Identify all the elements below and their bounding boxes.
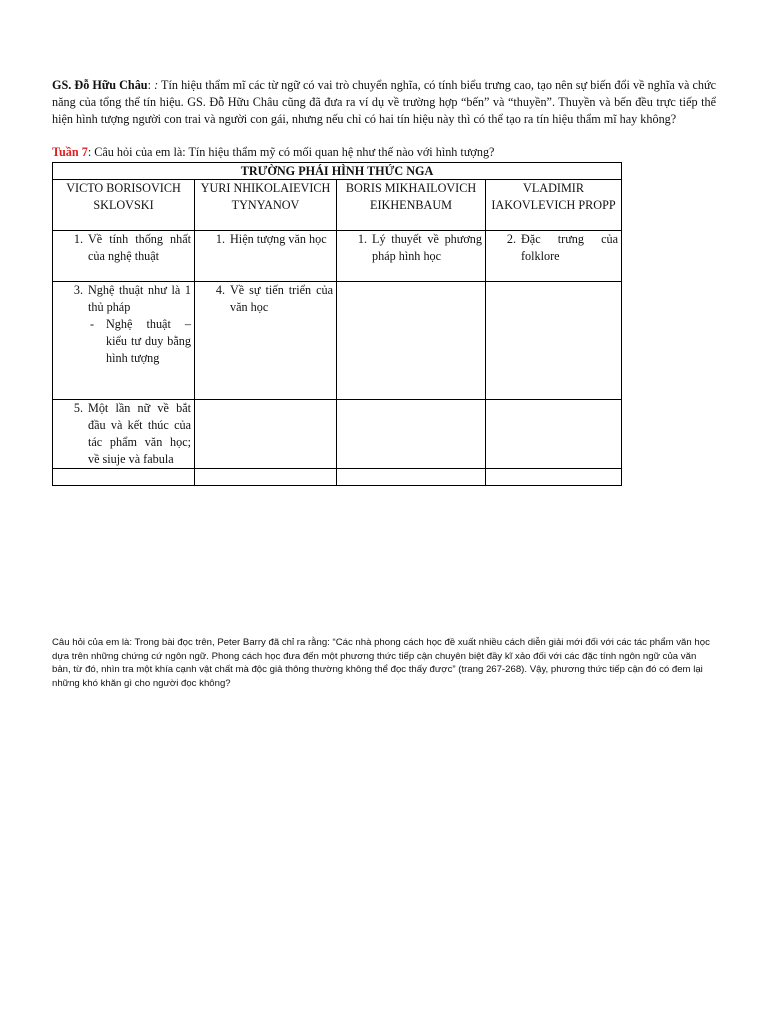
- table-title: TRƯỜNG PHÁI HÌNH THỨC NGA: [53, 163, 622, 180]
- table-cell: [486, 282, 622, 400]
- item-number: 1.: [357, 232, 367, 246]
- table-cell: [337, 469, 486, 486]
- item-text: Về sự tiến triển của văn học: [230, 283, 333, 314]
- header-eikhenbaum: BORIS MIKHAILOVICH EIKHENBAUM: [337, 180, 486, 231]
- table-cell: [53, 282, 195, 400]
- table-cell: [53, 469, 195, 486]
- bottom-question: Câu hỏi của em là: Trong bài đọc trên, Peter Barry đã chỉ ra rằng: “Các nhà phong cách học đề xuất nhiều cách diễn giải mới đối với các tác phẩm văn học dựa trên những chứng cứ ngôn ngữ. Phong cách học đưa đến một phương thức tiếp cận chuyên biệt đầy kĩ xảo đối với các đặc tính ngôn ngữ của văn bản, từ đó, nhìn tra một khía cạnh vật chất mà độc giả thông thường không thể đọc thấy được” (trang 267-268). Vậy, phương thức tiếp cận đó có đem lại những khó khăn gì cho người đọc không?: [52, 637, 710, 689]
- table-cell: [195, 282, 337, 400]
- italic-colon: :: [154, 78, 159, 92]
- list-item: [340, 231, 482, 265]
- list-item: [56, 231, 191, 265]
- sub-list-item: [56, 316, 191, 367]
- list-item: [489, 231, 618, 265]
- item-text: Nghệ thuật như là 1 thủ pháp: [88, 283, 191, 314]
- table-cell: [486, 231, 622, 282]
- item-text: Hiện tượng văn học: [230, 232, 327, 246]
- week-label: Tuần 7: [52, 145, 88, 159]
- item-number: 1.: [215, 232, 225, 246]
- sub-item-text: Nghệ thuật – kiểu tư duy bằng hình tượng: [106, 317, 191, 365]
- item-number: 1.: [73, 232, 83, 246]
- item-number: 4.: [215, 283, 225, 297]
- week-question-text: : Câu hỏi của em là: Tín hiệu thẩm mỹ có mối quan hệ như thế nào với hình tượng?: [87, 145, 495, 159]
- table-cell: [337, 231, 486, 282]
- header-tynyanov: YURI NHIKOLAIEVICH TYNYANOV: [195, 180, 337, 231]
- intro-paragraph: [52, 77, 716, 128]
- table-cell: [195, 231, 337, 282]
- item-text: Lý thuyết về phương pháp hình học: [372, 232, 482, 263]
- table-cell: [53, 231, 195, 282]
- week-question: [52, 144, 716, 161]
- table-row: [53, 400, 622, 469]
- list-item: [56, 282, 191, 316]
- item-number: 3.: [73, 283, 83, 297]
- header-sklovski: VICTO BORISOVICH SKLOVSKI: [53, 180, 195, 231]
- table-title-row: [53, 163, 622, 180]
- table-header-row: [53, 180, 622, 231]
- intro-text: Tín hiệu thẩm mĩ các từ ngữ có vai trò chuyển nghĩa, có tính biểu trưng cao, tạo nên sự biến đổi về nghĩa và chức năng của tổng thể tín hiệu. GS. Đỗ Hữu Châu cũng đã đưa ra ví dụ về trường hợp “bến” và “thuyền”. Thuyền và bến đều trực tiếp thể hiện hình tượng người con trai và người con gái, nhưng nếu chỉ có hai tín hiệu này thì có thể tạo ra tín hiệu thẩm mĩ hay không?: [52, 78, 716, 126]
- item-number: 5.: [73, 401, 83, 415]
- item-text: Về tính thống nhất của nghệ thuật: [88, 232, 191, 263]
- table-cell: [195, 469, 337, 486]
- author-separator: :: [147, 78, 155, 92]
- item-number: 2.: [506, 232, 516, 246]
- table-cell: [486, 469, 622, 486]
- table-row: [53, 282, 622, 400]
- table-cell: [337, 400, 486, 469]
- table-row: [53, 469, 622, 486]
- table-cell: [53, 400, 195, 469]
- table-cell: [486, 400, 622, 469]
- table-row: [53, 231, 622, 282]
- item-text: Đặc trưng của folklore: [521, 232, 619, 263]
- list-item: [56, 400, 191, 468]
- author-name: GS. Đỗ Hữu Châu: [52, 78, 148, 92]
- header-propp: VLADIMIR IAKOVLEVICH PROPP: [486, 180, 622, 231]
- list-item: [198, 282, 333, 316]
- sub-dash: -: [90, 317, 95, 331]
- item-text: Một lần nữ về bắt đầu và kết thúc của tác phẩm văn học; về siuje và fabula: [88, 401, 191, 466]
- table-cell: [195, 400, 337, 469]
- table-cell: [337, 282, 486, 400]
- list-item: [198, 231, 333, 248]
- formalism-table: [52, 162, 622, 486]
